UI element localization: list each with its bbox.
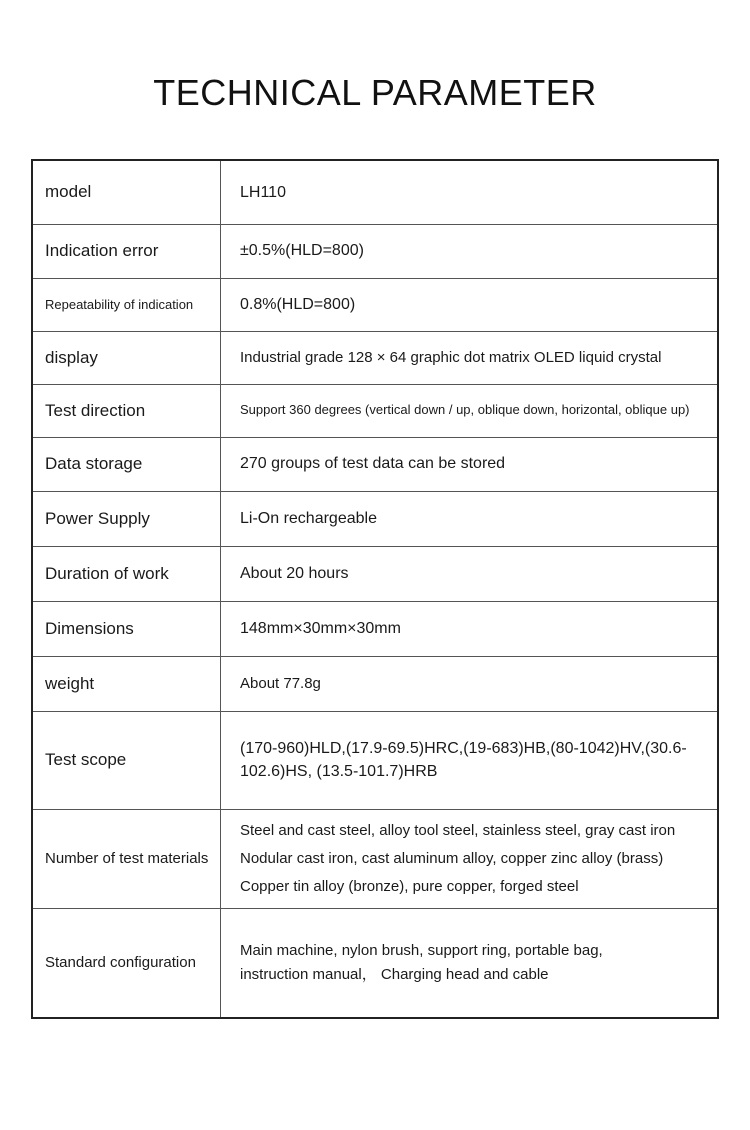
- table-row: [32, 437, 718, 491]
- row-label: Test direction: [32, 384, 221, 437]
- row-value: 270 groups of test data can be stored: [221, 437, 719, 491]
- table-row: [32, 546, 718, 601]
- row-value: ±0.5%(HLD=800): [221, 224, 719, 278]
- row-label: Repeatability of indication: [32, 278, 221, 331]
- row-label: Indication error: [32, 224, 221, 278]
- row-label: Test scope: [32, 711, 221, 809]
- value-line: Copper tin alloy (bronze), pure copper, forged steel: [240, 877, 579, 895]
- row-value: (170-960)HLD,(17.9-69.5)HRC,(19-683)HB,(80-1042)HV,(30.6-102.6)HS, (13.5-101.7)HRB: [221, 711, 719, 809]
- parameter-table: [31, 159, 719, 1019]
- row-value: LH110: [221, 160, 719, 224]
- row-value: Support 360 degrees (vertical down / up, oblique down, horizontal, oblique up): [221, 384, 719, 437]
- value-line: Steel and cast steel, alloy tool steel, stainless steel, gray cast iron: [240, 821, 676, 839]
- row-value: About 20 hours: [221, 546, 719, 601]
- table-row: [32, 809, 718, 908]
- row-label: Dimensions: [32, 601, 221, 656]
- page-title: TECHNICAL PARAMETER: [153, 72, 597, 113]
- row-label: Standard configuration: [32, 908, 221, 1018]
- row-label: Number of test materials: [32, 809, 221, 908]
- table-row: [32, 384, 718, 437]
- row-value: [221, 908, 719, 1018]
- table-row: [32, 711, 718, 809]
- row-label: weight: [32, 656, 221, 711]
- row-label: Power Supply: [32, 491, 221, 546]
- row-value: Industrial grade 128 × 64 graphic dot matrix OLED liquid crystal: [221, 331, 719, 384]
- row-label: model: [32, 160, 221, 224]
- table-row: [32, 656, 718, 711]
- value-line: Nodular cast iron, cast aluminum alloy, copper zinc alloy (brass): [240, 849, 664, 867]
- row-value: 148mm×30mm×30mm: [221, 601, 719, 656]
- table-row: [32, 224, 718, 278]
- row-label: Duration of work: [32, 546, 221, 601]
- table-row: [32, 278, 718, 331]
- table-row: [32, 160, 718, 224]
- value-line: Main machine, nylon brush, support ring, portable bag,: [240, 941, 603, 959]
- row-value: About 77.8g: [221, 656, 719, 711]
- table-row: [32, 908, 718, 1018]
- row-value: 0.8%(HLD=800): [221, 278, 719, 331]
- table-row: [32, 601, 718, 656]
- value-line: instruction manual， Charging head and cable: [240, 965, 549, 983]
- row-label: Data storage: [32, 437, 221, 491]
- row-value: [221, 809, 719, 908]
- table-row: [32, 491, 718, 546]
- row-value: Li-On rechargeable: [221, 491, 719, 546]
- row-label: display: [32, 331, 221, 384]
- table-row: [32, 331, 718, 384]
